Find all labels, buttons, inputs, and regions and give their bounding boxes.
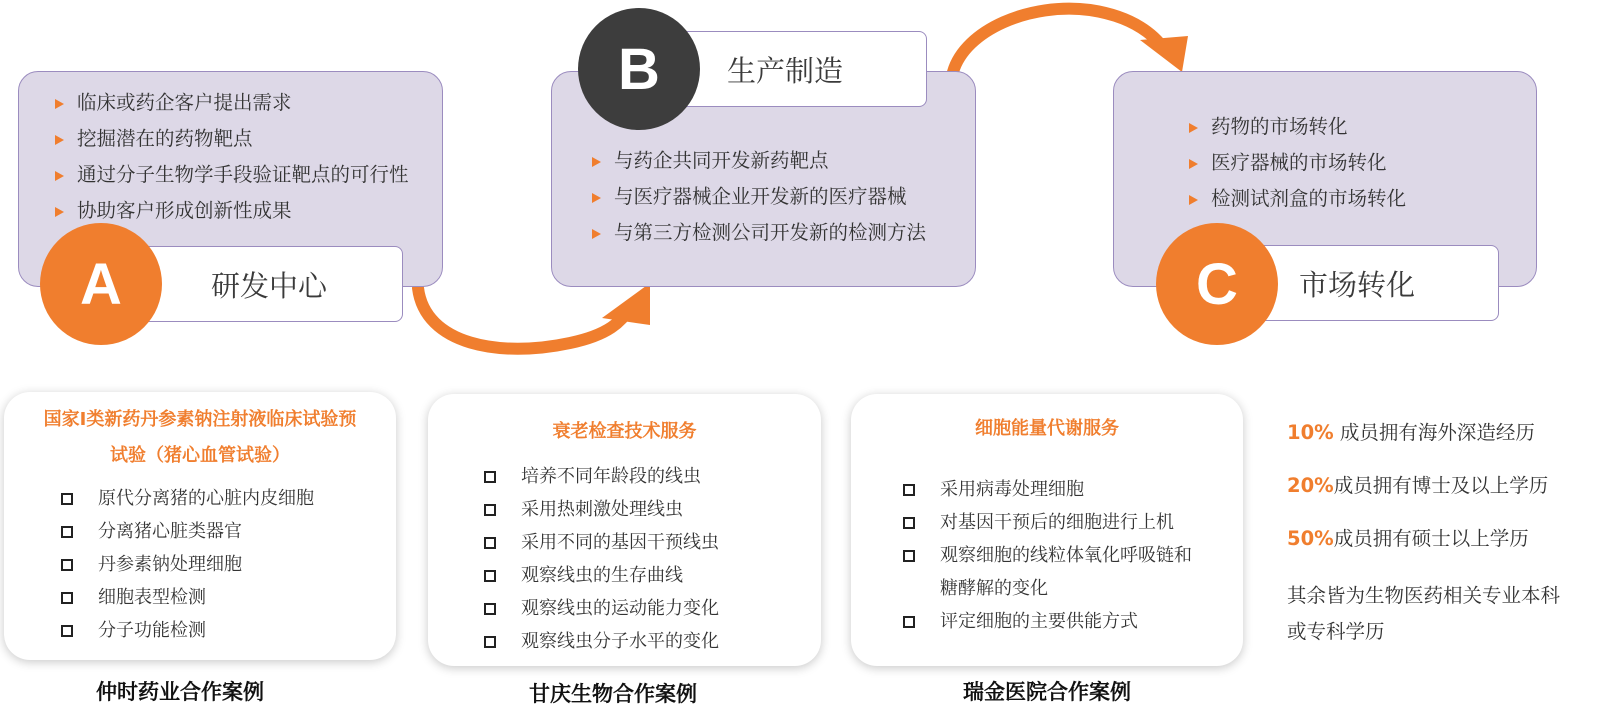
stat-row (1287, 415, 1587, 468)
case-caption: 瑞金医院合作案例 (963, 680, 1131, 704)
list-item: 通过分子生物学手段验证靶点的可行性 (53, 157, 409, 193)
stage-a-list (53, 85, 409, 229)
list-item: 分离猪心脏类器官 (61, 515, 314, 548)
case-1-list (61, 482, 314, 647)
stage-a-title: 研发中心 (211, 268, 328, 303)
stage-c-title: 市场转化 (1299, 267, 1416, 302)
stat-text: 成员拥有博士及以上学历 (1333, 474, 1549, 497)
stage-b-list (590, 143, 926, 251)
case-title-line: 细胞能量代谢服务 (975, 418, 1119, 439)
stat-text: 成员拥有硕士以上学历 (1333, 527, 1529, 550)
case-title-line: 国家Ⅰ类新药丹参素钠注射液临床试验预 (43, 409, 357, 430)
stage-c-badge: C (1156, 223, 1278, 345)
case-title-line: 试验（猪心血管试验） (110, 445, 290, 466)
list-item: 与药企共同开发新药靶点 (590, 143, 926, 179)
case-3-list (903, 473, 1192, 638)
stats-note-line: 其余皆为生物医药相关专业本科 (1287, 584, 1561, 607)
list-item: 采用热刺激处理线虫 (484, 493, 719, 526)
list-item: 对基因干预后的细胞进行上机 (903, 506, 1192, 539)
list-item: 检测试剂盒的市场转化 (1187, 181, 1406, 217)
stats-note-line: 或专科学历 (1287, 620, 1385, 643)
arrow-b-to-c-head-icon (1140, 36, 1188, 72)
case-caption: 仲时药业合作案例 (96, 680, 264, 704)
list-item: 丹参素钠处理细胞 (61, 548, 314, 581)
stat-row (1287, 521, 1587, 574)
list-item: 临床或药企客户提出需求 (53, 85, 409, 121)
list-item: 观察线虫的生存曲线 (484, 559, 719, 592)
stage-b-title: 生产制造 (727, 53, 844, 88)
case-caption: 甘庆生物合作案例 (529, 682, 697, 706)
list-item: 采用病毒处理细胞 (903, 473, 1192, 506)
list-item: 与第三方检测公司开发新的检测方法 (590, 215, 926, 251)
list-item: 原代分离猪的心脏内皮细胞 (61, 482, 314, 515)
list-item: 观察线虫的运动能力变化 (484, 592, 719, 625)
stat-percent: 20% (1287, 474, 1334, 497)
case-card-2 (428, 394, 821, 666)
list-item-continuation: 糖酵解的变化 (940, 578, 1048, 599)
arrow-b-to-c-icon (953, 9, 1165, 72)
list-item: 分子功能检测 (61, 614, 314, 647)
list-item: 采用不同的基因干预线虫 (484, 526, 719, 559)
stat-row (1287, 468, 1587, 521)
list-item: 与医疗器械企业开发新的医疗器械 (590, 179, 926, 215)
stage-b-badge: B (578, 8, 700, 130)
list-item: 协助客户形成创新性成果 (53, 193, 409, 229)
stage-a-badge: A (40, 223, 162, 345)
list-item: 细胞表型检测 (61, 581, 314, 614)
stat-text: 成员拥有海外深造经历 (1333, 421, 1535, 444)
case-card-1 (4, 392, 396, 660)
list-item: 医疗器械的市场转化 (1187, 145, 1406, 181)
case-title-line: 衰老检查技术服务 (552, 421, 697, 442)
stat-percent: 10% (1287, 421, 1334, 444)
stage-a-label (122, 246, 403, 322)
list-item: 评定细胞的主要供能方式 (903, 605, 1192, 638)
stat-percent: 50% (1287, 527, 1334, 550)
case-card-3 (851, 394, 1243, 666)
case-2-list (484, 460, 719, 658)
arrow-a-to-b-icon (418, 288, 632, 349)
team-stats (1287, 415, 1587, 650)
arrow-a-to-b-head-icon (602, 283, 650, 325)
list-item: 培养不同年龄段的线虫 (484, 460, 719, 493)
list-item: 观察线虫分子水平的变化 (484, 625, 719, 658)
list-item: 药物的市场转化 (1187, 109, 1406, 145)
list-item: 观察细胞的线粒体氧化呼吸链和 (903, 539, 1192, 572)
list-item: 挖掘潜在的药物靶点 (53, 121, 409, 157)
stage-c-list (1187, 109, 1406, 217)
